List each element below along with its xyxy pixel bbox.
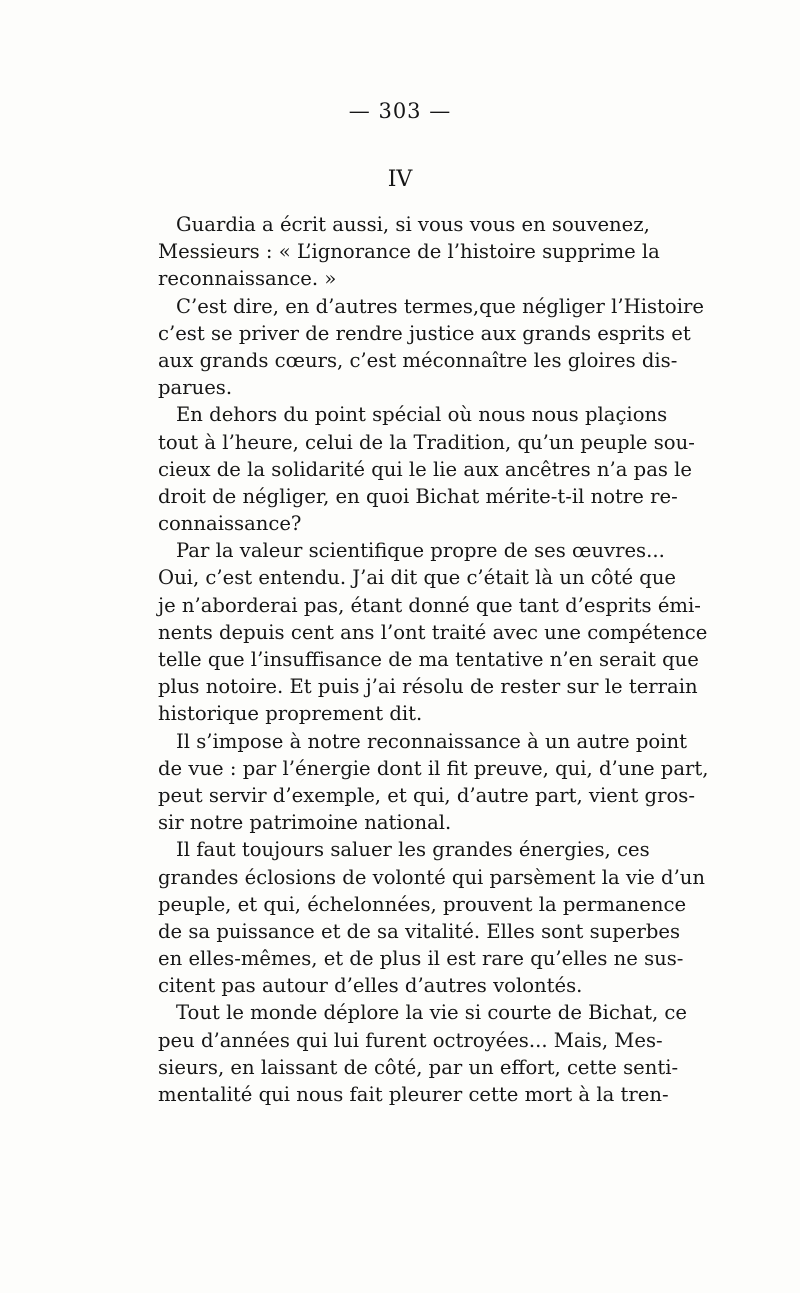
paragraph	[158, 211, 660, 293]
text-line: aux grands cœurs, c’est méconnaître les gloires dis-	[158, 348, 678, 372]
text-line: En dehors du point spécial où nous nous plaçions	[176, 403, 668, 427]
text-line: je n’aborderai pas, étant donné que tant d’esprits émi-	[158, 593, 701, 617]
text-line: reconnaissance. »	[158, 267, 337, 291]
text-line: droit de négliger, en quoi Bichat mérite-t-il notre re-	[158, 484, 678, 508]
text-line: tout à l’heure, celui de la Tradition, qu’un peuple sou-	[158, 430, 695, 454]
text-line: plus notoire. Et puis j’ai résolu de rester sur le terrain	[158, 675, 698, 699]
text-line: en elles-mêmes, et de plus il est rare qu’elles ne sus-	[158, 947, 684, 971]
text-line: C’est dire, en d’autres termes,que négliger l’Histoire	[176, 294, 704, 318]
text-line: Messieurs : « L’ignorance de l’histoire supprime la	[158, 240, 660, 264]
text-line: grandes éclosions de volonté qui parsèment la vie d’un	[158, 865, 706, 889]
paragraph	[158, 999, 687, 1108]
text-line: Il faut toujours saluer les grandes énergies, ces	[176, 838, 650, 862]
text-line: Par la valeur scientifique propre de ses œuvres...	[176, 539, 665, 563]
text-line: de sa puissance et de sa vitalité. Elles sont superbes	[158, 919, 681, 943]
body-text	[158, 211, 709, 1108]
text-line: nents depuis cent ans l’ont traité avec une compétence	[158, 620, 708, 644]
text-line: telle que l’insuffisance de ma tentative n’en serait que	[158, 648, 699, 671]
text-line: sir notre patrimoine national.	[158, 811, 452, 835]
text-line: sieurs, en laissant de côté, par un effort, cette senti-	[158, 1055, 679, 1079]
paragraph	[158, 293, 704, 402]
text-line: c’est se priver de rendre justice aux grands esprits et	[158, 321, 691, 345]
text-line: peut servir d’exemple, et qui, d’autre part, vient gros-	[158, 783, 695, 807]
text-line: Guardia a écrit aussi, si vous vous en souvenez,	[176, 213, 650, 236]
text-line: de vue : par l’énergie dont il fit preuve, qui, d’une part,	[158, 756, 709, 780]
text-line: Oui, c’est entendu. J’ai dit que c’était là un côté que	[158, 566, 677, 590]
text-line: Il s’impose à notre reconnaissance à un autre point	[176, 729, 687, 753]
paragraph	[158, 537, 708, 727]
text-line: mentalité qui nous fait pleurer cette mort à la tren-	[158, 1083, 669, 1106]
paragraph	[158, 728, 709, 837]
text-line: citent pas autour d’elles d’autres volontés.	[158, 974, 583, 998]
text-line: parues.	[158, 376, 233, 400]
text-line: cieux de la solidarité qui le lie aux ancêtres n’a pas le	[158, 457, 693, 481]
paragraph	[158, 401, 695, 537]
text-line: historique proprement dit.	[158, 702, 423, 726]
section-heading: IV	[387, 167, 413, 192]
text-line: Tout le monde déplore la vie si courte de Bichat, ce	[176, 1001, 687, 1025]
page-number: — 303 —	[348, 99, 452, 123]
text-line: peuple, et qui, échelonnées, prouvent la permanence	[158, 892, 687, 916]
paragraph	[158, 836, 706, 999]
text-line: connaissance?	[158, 512, 302, 536]
text-line: peu d’années qui lui furent octroyées... Mais, Mes-	[158, 1028, 663, 1052]
